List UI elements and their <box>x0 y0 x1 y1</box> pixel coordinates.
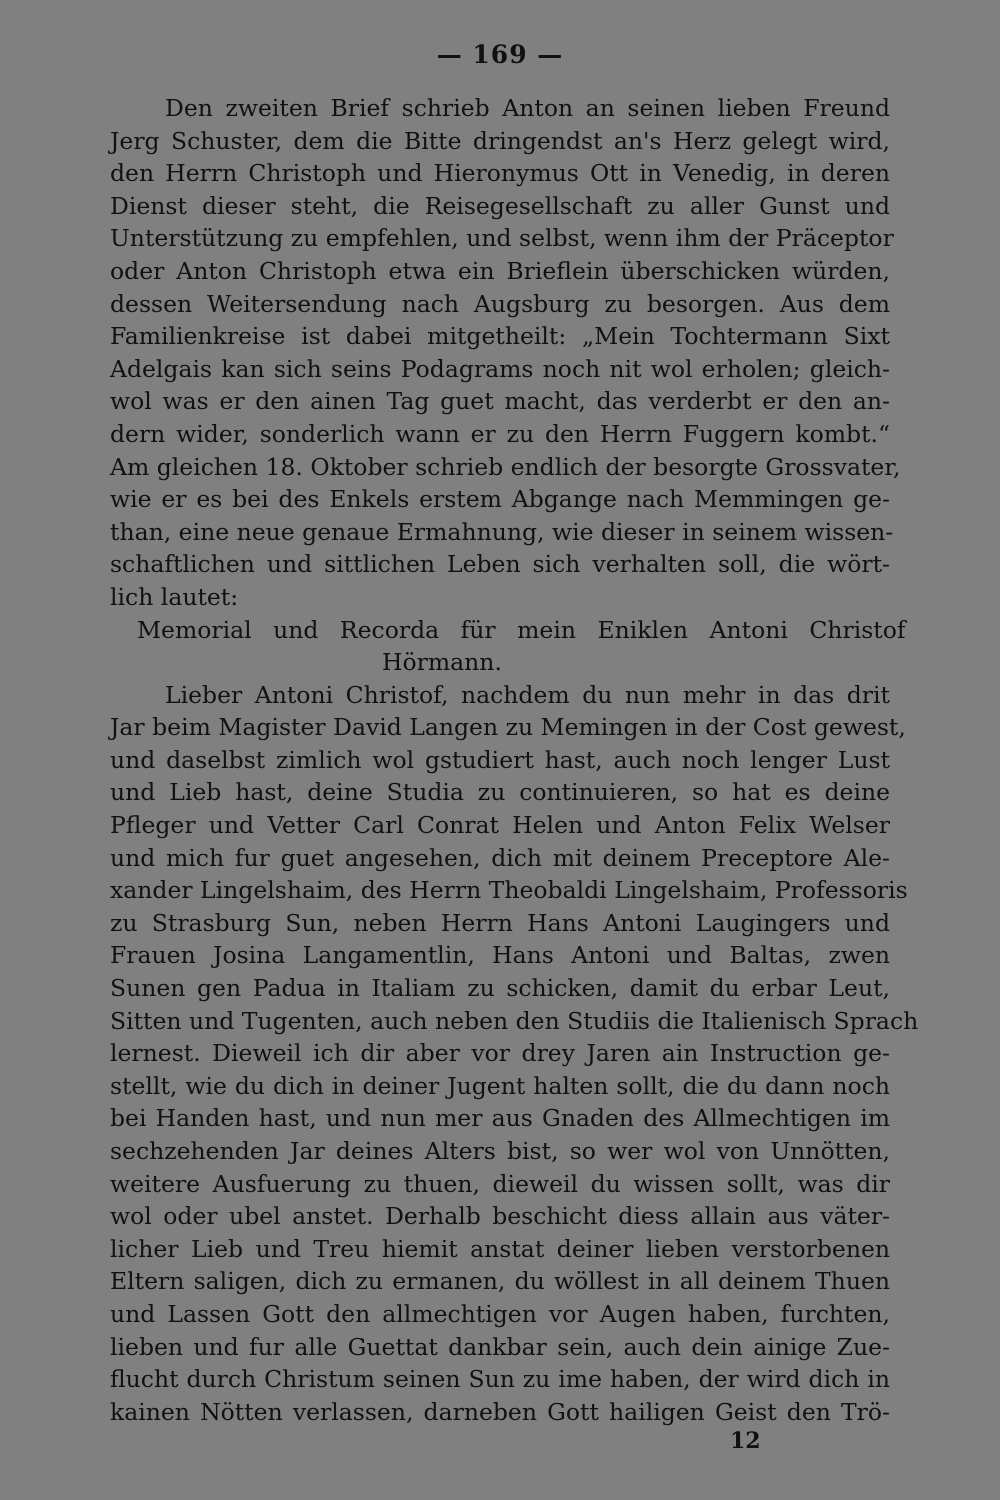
signature-mark: 12 <box>730 1428 761 1454</box>
text-line: kainen Nötten verlassen, darneben Gott hailigen Geist den Trö- <box>110 1397 890 1426</box>
text-line: Pfleger und Vetter Carl Conrat Helen und Anton Felix Welser <box>110 811 890 840</box>
text-line-paragraph-start: Lieber Antoni Christof, nachdem du nun mehr in das drit <box>165 680 890 709</box>
text-line: zu Strasburg Sun, neben Herrn Hans Antoni Laugingers und <box>110 908 890 937</box>
text-line: Dienst dieser steht, die Reisegesellschaft zu aller Gunst und <box>110 191 890 220</box>
text-line: than, eine neue genaue Ermahnung, wie dieser in seinem wissen- <box>110 517 894 546</box>
text-line: und daselbst zimlich wol gstudiert hast, auch noch lenger Lust <box>110 745 890 774</box>
text-line: dern wider, sonderlich wann er zu den Herrn Fuggern kombt.“ <box>110 419 890 448</box>
text-line: schaftlichen und sittlichen Leben sich verhalten soll, die wört- <box>110 550 890 579</box>
page-body <box>110 92 919 1428</box>
text-line: Jar beim Magister David Langen zu Memingen in der Cost gewest, <box>110 713 906 742</box>
text-line: xander Lingelshaim, des Herrn Theobaldi Lingelshaim, Professoris <box>110 876 908 905</box>
text-line: wol oder ubel anstet. Derhalb beschicht diess allain aus väter- <box>110 1202 890 1231</box>
text-line: Sunen gen Padua in Italiam zu schicken, damit du erbar Leut, <box>110 974 890 1003</box>
text-line: weitere Ausfuerung zu thuen, dieweil du wissen sollt, was dir <box>110 1169 890 1198</box>
text-line: den Herrn Christoph und Hieronymus Ott in Venedig, in deren <box>110 159 890 188</box>
memorial-heading: Memorial und Recorda für mein Eniklen Antoni Christof <box>137 615 906 644</box>
text-line: oder Anton Christoph etwa ein Brieflein überschicken würden, <box>110 256 890 285</box>
text-line: und Lassen Gott den allmechtigen vor Augen haben, furchten, <box>110 1299 890 1328</box>
text-line: dessen Weitersendung nach Augsburg zu besorgen. Aus dem <box>110 289 890 318</box>
text-line-paragraph-start: Den zweiten Brief schrieb Anton an seinen lieben Freund <box>165 94 890 122</box>
text-line: licher Lieb und Treu hiemit anstat deiner lieben verstorbenen <box>110 1234 890 1263</box>
text-line: Sitten und Tugenten, auch neben den Studiis die Italienisch Sprach <box>110 1006 919 1035</box>
text-line: Familienkreise ist dabei mitgetheilt: „Mein Tochtermann Sixt <box>110 322 890 351</box>
text-line: Adelgais kan sich seins Podagrams noch nit wol erholen; gleich- <box>110 354 890 383</box>
page-number: — 169 — <box>436 40 564 69</box>
text-line: Unterstützung zu empfehlen, und selbst, wenn ihm der Präceptor <box>110 224 894 253</box>
text-line: flucht durch Christum seinen Sun zu ime haben, der wird dich in <box>110 1365 890 1394</box>
text-line: Am gleichen 18. Oktober schrieb endlich der besorgte Grossvater, <box>110 452 901 481</box>
text-line: und mich fur guet angesehen, dich mit deinem Preceptore Ale- <box>110 843 890 872</box>
text-line: stellt, wie du dich in deiner Jugent halten sollt, die du dann noch <box>110 1071 890 1100</box>
text-line: Jerg Schuster, dem die Bitte dringendst an's Herz gelegt wird, <box>110 126 890 155</box>
text-line: Frauen Josina Langamentlin, Hans Antoni und Baltas, zwen <box>110 941 890 970</box>
text-line: wie er es bei des Enkels erstem Abgange nach Memmingen ge- <box>110 485 890 514</box>
text-line-paragraph-end: lich lautet: <box>110 582 239 611</box>
text-line: und Lieb hast, deine Studia zu continuieren, so hat es deine <box>110 778 890 807</box>
text-line: lieben und fur alle Guettat dankbar sein, auch dein ainige Zue- <box>110 1332 890 1361</box>
text-line: lernest. Dieweil ich dir aber vor drey Jaren ain Instruction ge- <box>110 1039 890 1068</box>
text-line: bei Handen hast, und nun mer aus Gnaden des Allmechtigen im <box>110 1104 890 1133</box>
text-line: sechzehenden Jar deines Alters bist, so wer wol von Unnötten, <box>110 1137 890 1165</box>
memorial-heading-continuation: Hörmann. <box>382 648 502 677</box>
text-line: Eltern saligen, dich zu ermanen, du wöllest in all deinem Thuen <box>110 1267 890 1296</box>
text-line: wol was er den ainen Tag guet macht, das verderbt er den an- <box>110 387 890 416</box>
